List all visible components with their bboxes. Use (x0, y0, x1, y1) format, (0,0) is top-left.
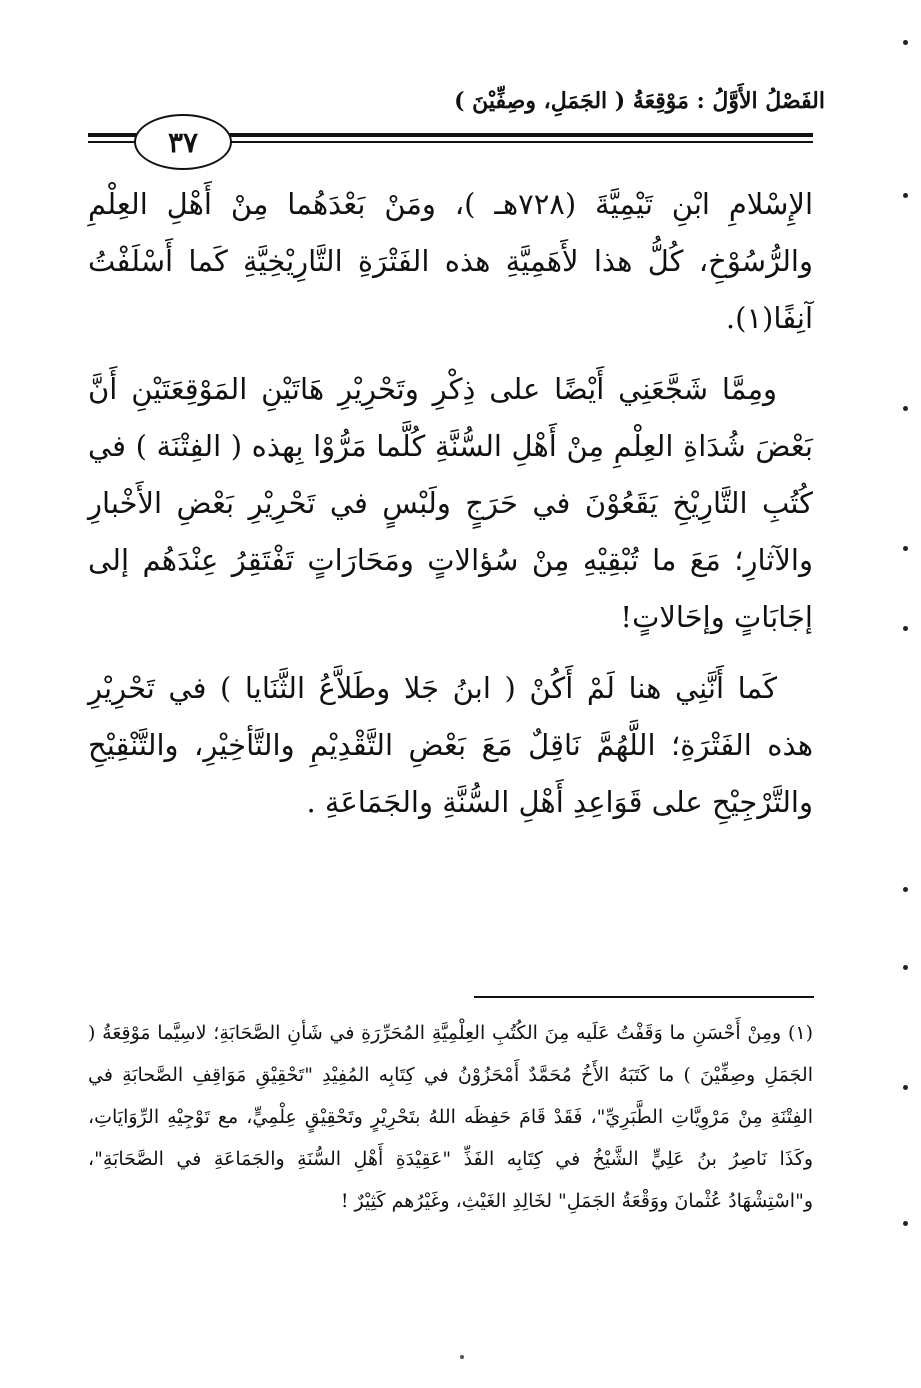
margin-mark (903, 546, 908, 551)
page-number-text: ٣٧ (167, 125, 199, 159)
margin-mark (903, 965, 908, 970)
footnote (88, 1012, 813, 1222)
footnote-separator (474, 996, 814, 998)
scan-mark (460, 1355, 464, 1359)
margin-mark (903, 1085, 908, 1090)
main-text (88, 176, 813, 845)
paragraph-1: الإِسْلامِ ابْنِ تَيْمِيَّةَ (٧٢٨هـ )، ومَنْ بَعْدَهُما مِنْ أَهْلِ العِلْمِ والرُّسُوْخِ، كُلُّ هذا لأَهَمِيَّةِ هذه الفَتْرَةِ التَّارِيْخِيَّةِ كَما أَسْلَفْتُ آنِفًا(١). (88, 187, 813, 335)
page-number (134, 114, 232, 170)
paragraph-3: كَما أَنَّنِي هنا لَمْ أَكُنْ ( ابنُ جَلا وطَلاَّعُ الثَّنَايا ) في تَحْرِيْرِ هذه الفَتْرَةِ؛ اللَّهُمَّ نَاقِلٌ مَعَ بَعْضِ التَّقْدِيْمِ والتَّأخِيْرِ، والتَّنْقِيْحِ والتَّرْجِيْحِ على قَوَاعِدِ أَهْلِ السُّنَّةِ والجَمَاعَةِ . (88, 671, 813, 819)
paragraph-2: ومِمَّا شَجَّعَنِي أَيْضًا على ذِكْرِ وتَحْرِيْرِ هَاتَيْنِ المَوْقِعَتَيْنِ أَنَّ بَعْضَ شُدَاةِ العِلْمِ مِنْ أَهْلِ السُّنَّةِ كُلَّما مَرُّوْا بِهذه ( الفِتْنَة ) في كُتُبِ التَّارِيْخِ يَقَعُوْنَ في حَرَجٍ ولَبْسٍ في تَحْرِيْرِ بَعْضِ الأَخْبارِ والآثارِ؛ مَعَ ما تُبْقِيْهِ مِنْ سُؤالاتٍ ومَحَارَاتٍ تَفْتَقِرُ عِنْدَهُم إلى إجَابَاتٍ وإحَالاتٍ! (88, 372, 813, 634)
margin-mark (903, 406, 908, 411)
margin-mark (903, 40, 908, 45)
margin-mark (903, 193, 908, 198)
running-header: الفَصْلُ الأَوَّلُ : مَوْقِعَةُ ( الجَمَلِ، وصِفِّيْنَ ) (454, 88, 825, 114)
margin-mark (903, 626, 908, 631)
margin-mark (903, 1221, 908, 1226)
footnote-text: (١) ومِنْ أَحْسَنِ ما وَقَفْتُ عَلَيه مِنَ الكُتُبِ العِلْمِيَّةِ المُحَرِّرَةِ في شَأنِ الصَّحَابَةِ؛ لاسِيَّما مَوْقِعَةُ ( الجَمَلِ وصِفِّيْنَ ) ما كَتَبَهُ الأَخُ مُحَمَّدٌ أَمْحَزُوْنُ في كِتَابِه المُفِيْدِ "تَحْقِيْقِ مَوَاقِفِ الصَّحابَةِ في الفِتْنَةِ مِنْ مَرْوِيَّاتِ الطَّبَرِيِّ"، فَقَدْ قَامَ حَفِظَه اللهُ بتَحْرِيْرٍ وتَحْقِيْقٍ عِلْمِيٍّ، مع تَوْجِيْهِ الرِّوَايَاتِ، وكَذَا نَاصِرُ بنُ عَلِيٍّ الشَّيْخُ في كِتَابِه الفَذِّ "عَقِيْدَةِ أَهْلِ السُّنَةِ والجَمَاعَةِ في الصَّحَابَةِ"، و"اسْتِشْهَادُ عُثْمانَ ووَقْعَةُ الجَمَلِ" لخَالِدِ الغَيْثِ، وغَيْرُهم كَثِيْرٌ ! (88, 1022, 813, 1212)
margin-mark (903, 887, 908, 892)
